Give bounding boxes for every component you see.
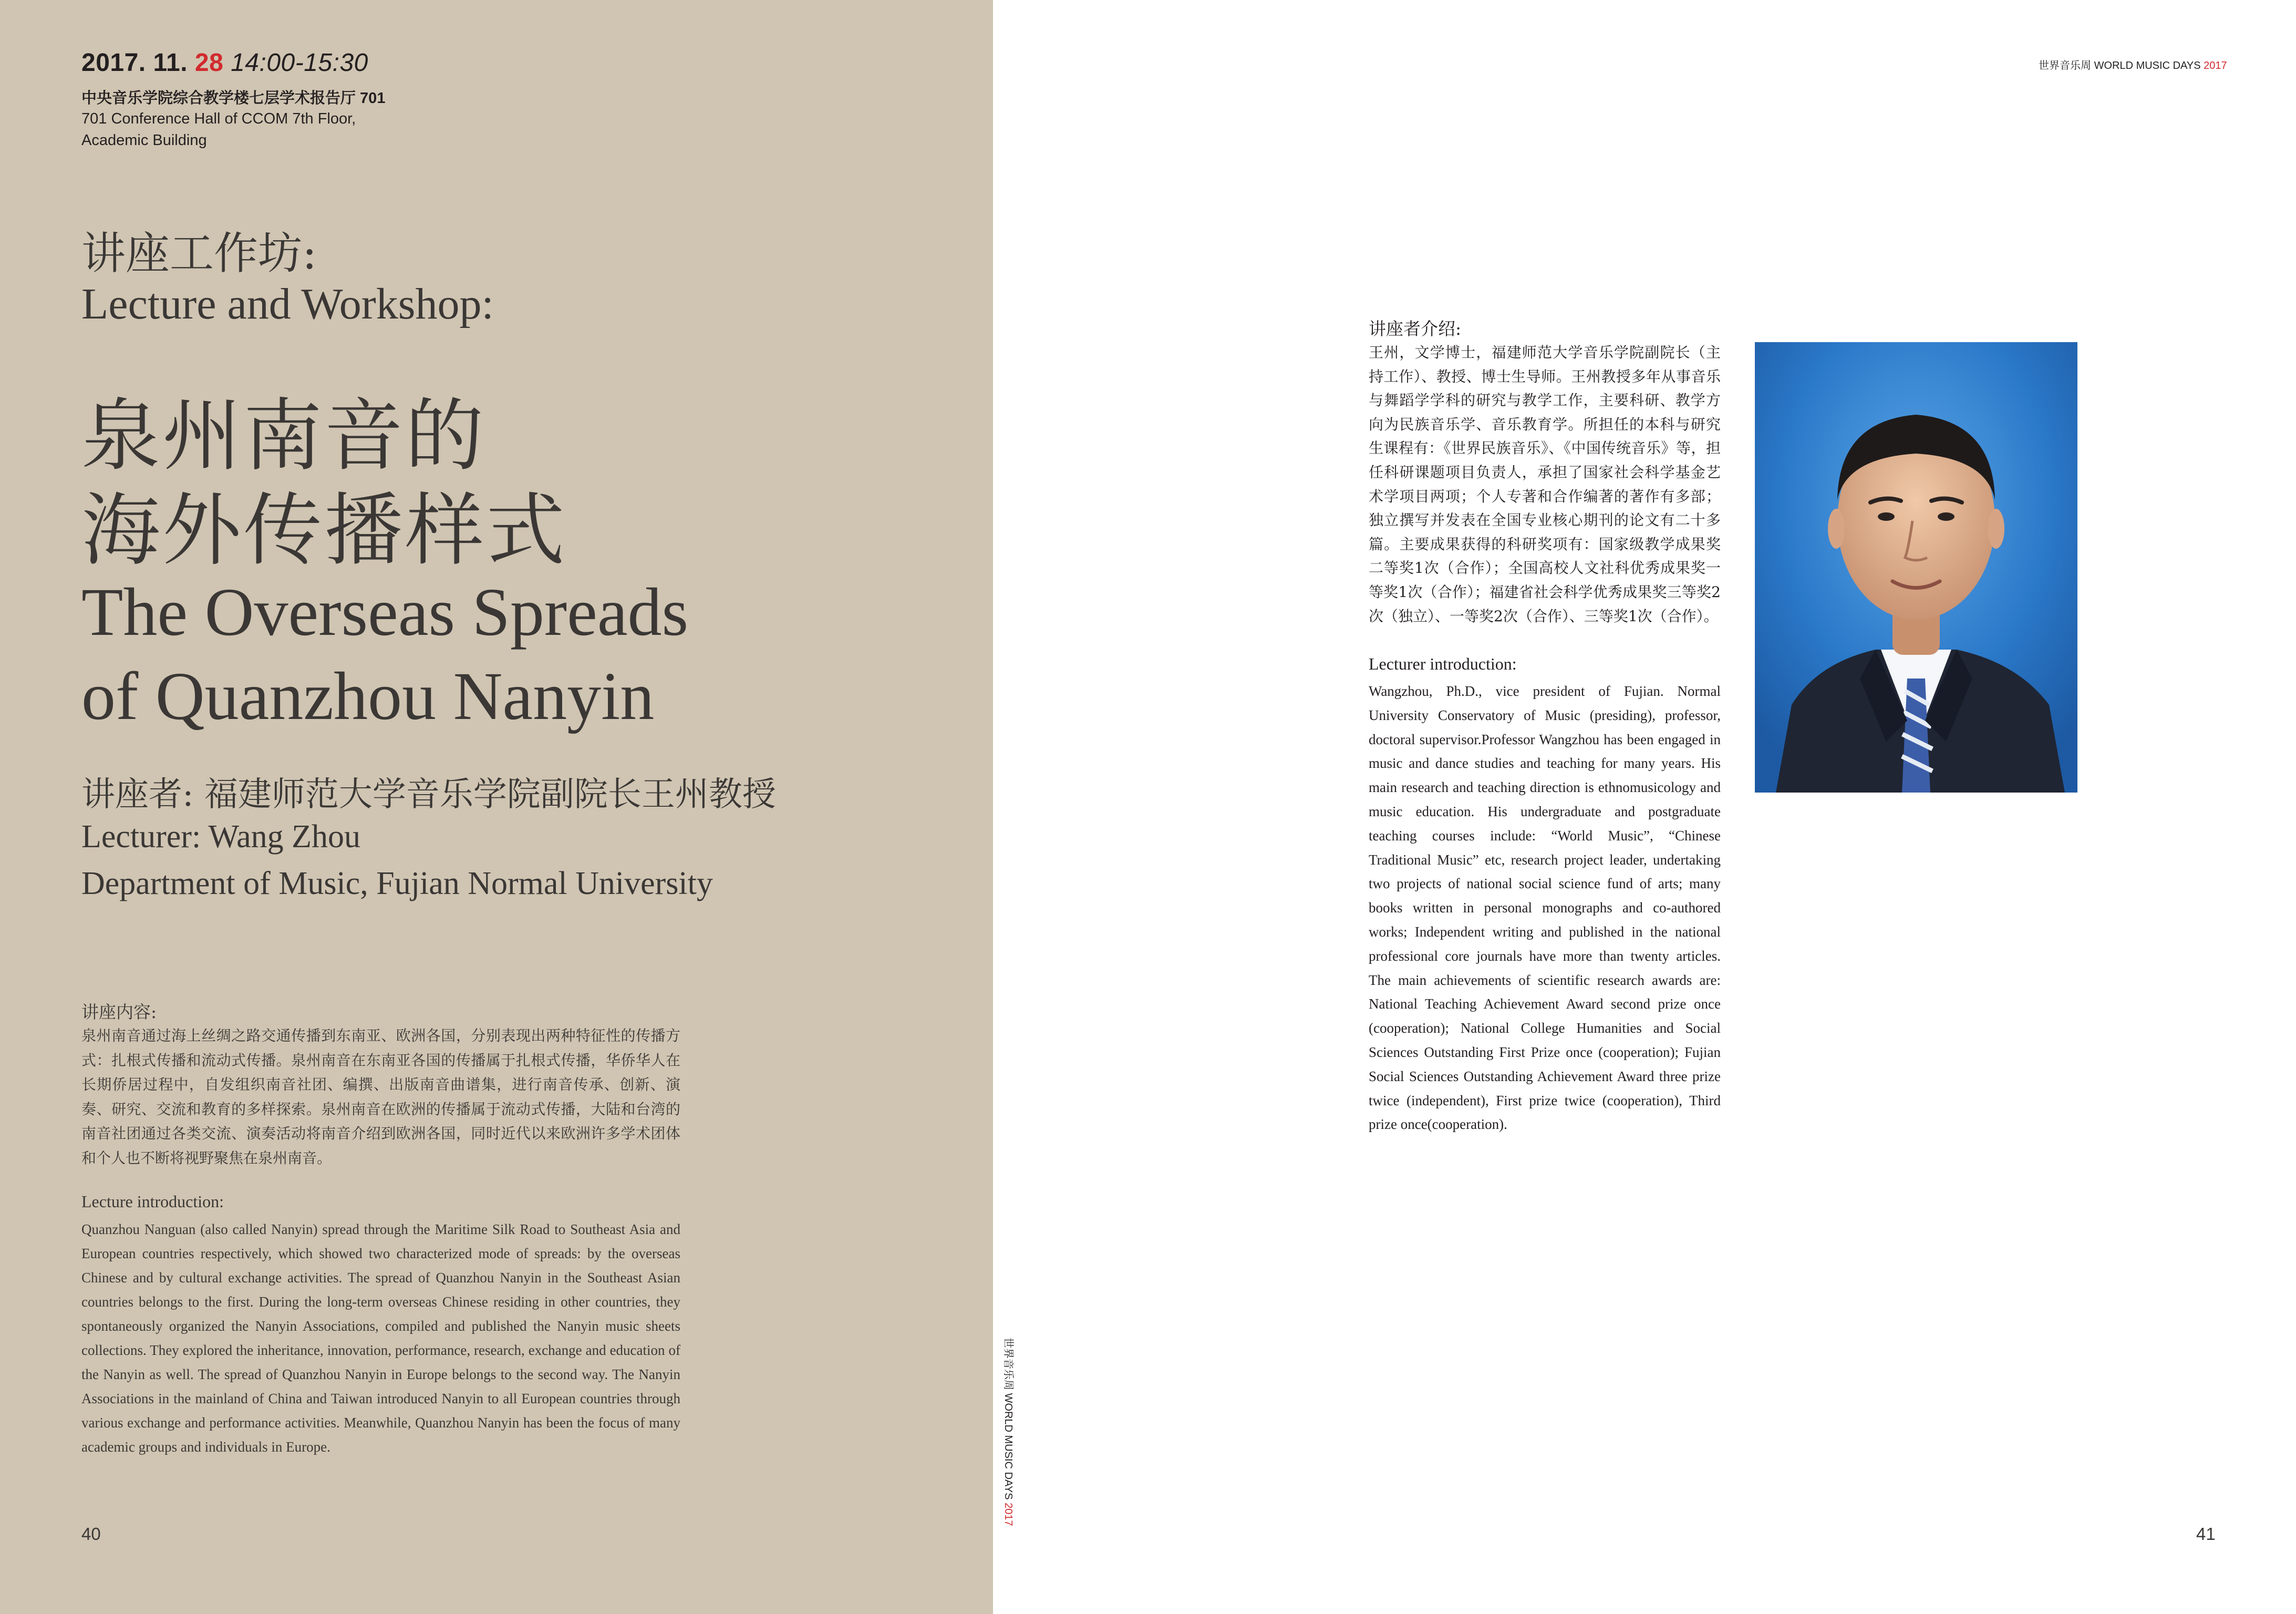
venue-english [81,108,356,151]
content-heading-english: Lecture introduction: [81,1192,224,1211]
title-english-line2: of Quanzhou Nanyin [81,659,655,734]
event-date [81,48,368,77]
bio-heading-chinese: 讲座者介绍: [1369,318,1462,339]
content-body-english: Quanzhou Nanguan (also called Nanyin) spread through the Maritime Silk Road to Southeast Asia and European countries respectively, which showed two characterized mode of spreads: by the overseas Chinese and by cultural exchange activities. The spread of Quanzhou Nanyin in the Southeast Asian countries belongs to the first. During the long-term overseas Chinese residing in other countries, they spontaneously organized the Nanyin Associations, compiled and published the Nanyin music sheets collections. They explored the inheritance, innovation, performance, research, exchange and education of the Nanyin as well. The spread of Quanzhou Nanyin in Europe belongs to the second way. The Nanyin Associations in the mainland of China and Taiwan introduced Nanyin to all European countries through various exchange and performance activities. Meanwhile, Quanzhou Nanyin has been the focus of many academic groups and individuals in Europe. [81,1221,680,1455]
title-chinese [81,389,567,578]
running-head-top-cn: 世界音乐周 [2039,60,2091,71]
kicker-chinese: 讲座工作坊: [81,228,317,279]
running-head-top-year: 2017 [2204,60,2227,71]
bio-body-english: Wangzhou, Ph.D., vice president of Fujian. Normal University Conservatory of Music (presiding), professor, doctoral supervisor.Professor Wangzhou has been engaged in music and dance studies and teaching for many years. His main research and teaching direction is ethnomusicology and music education. His undergraduate and postgraduate teaching courses include: “World Music”, “Chinese Traditional Music” etc, research project leader, undertaking two projects of national social science fund of arts; many books written in personal monographs and co-authored works; Independent writing and published in the national professional core journals have more than twenty articles. The main achievements of scientific research awards are: National Teaching Achievement Award second prize once (cooperation); National College Humanities and Social Sciences Outstanding First Prize once (cooperation); Fujian Social Sciences Outstanding Achievement Award three prize twice (independent), First prize twice (cooperation), Third prize once(cooperation). [1369,683,1721,1133]
page-number-right: 41 [2196,1524,2216,1544]
event-date-month: 2017. 11. [81,49,188,77]
portrait-illustration [1755,342,2077,793]
lecturer-chinese: 讲座者: 福建师范大学音乐学院副院长王州教授 [81,775,776,814]
left-page [0,0,993,1614]
lecturer-portrait-photo [1755,342,2077,793]
title-english [81,570,688,738]
running-head-vertical-en: WORLD MUSIC DAYS [1002,1393,1014,1500]
title-chinese-line2: 海外传播样式 [81,485,567,577]
running-head-top [2039,57,2227,72]
running-head-vertical [1002,1338,1017,1526]
kicker-english: Lecture and Workshop: [81,280,494,328]
venue-english-line1: 701 Conference Hall of CCOM 7th Floor, [81,110,356,127]
running-head-vertical-cn: 世界音乐周 [1002,1338,1014,1390]
perforated-divider [989,0,997,1614]
content-heading-chinese: 讲座内容: [81,1002,157,1022]
page-number-left: 40 [81,1524,101,1544]
event-time: 14:00-15:30 [231,49,368,77]
running-head-vertical-year: 2017 [1002,1503,1014,1526]
running-head-top-en: WORLD MUSIC DAYS [2094,60,2201,71]
lecturer-department: Department of Music, Fujian Normal University [81,866,713,901]
content-body-chinese: 泉州南音通过海上丝绸之路交通传播到东南亚、欧洲各国，分别表现出两种特征性的传播方式：扎根式传播和流动式传播。泉州南音在东南亚各国的传播属于扎根式传播，华侨华人在长期侨居过程中，自发组织南音社团、编撰、出版南音曲谱集，进行南音传承、创新、演奏、研究、交流和教育的多样探索。泉州南音在欧洲的传播属于流动式传播，大陆和台湾的南音社团通过各类交流、演奏活动将南音介绍到欧洲各国，同时近代以来欧洲许多学术团体和个人也不断将视野聚焦在泉州南音。 [81,1027,680,1167]
title-chinese-line1: 泉州南音的 [81,390,487,482]
venue-chinese: 中央音乐学院综合教学楼七层学术报告厅 701 [81,90,386,107]
bio-heading-english: Lecturer introduction: [1369,654,1517,673]
lecturer-english: Lecturer: Wang Zhou [81,819,360,855]
event-date-day: 28 [194,49,224,77]
venue-english-line2: Academic Building [81,132,207,149]
title-english-line1: The Overseas Spreads [81,574,689,650]
bio-body-chinese: 王州，文学博士，福建师范大学音乐学院副院长（主持工作）、教授、博士生导师。王州教授多年从事音乐与舞蹈学学科的研究与教学工作，主要科研、教学方向为民族音乐学、音乐教育学。所担任的本科与研究生课程有：《世界民族音乐》、《中国传统音乐》等，担任科研课题项目负责人，承担了国家社会科学基金艺术学项目两项；个人专著和合作编著的著作有多部；独立撰写并发表在全国专业核心期刊的论文有二十多篇。主要成果获得的科研奖项有：国家级教学成果奖二等奖1次（合作）；全国高校人文社科优秀成果奖一等奖1次（合作）；福建省社会科学优秀成果奖三等奖2次（独立）、一等奖2次（合作）、三等奖1次（合作）。 [1369,344,1721,625]
